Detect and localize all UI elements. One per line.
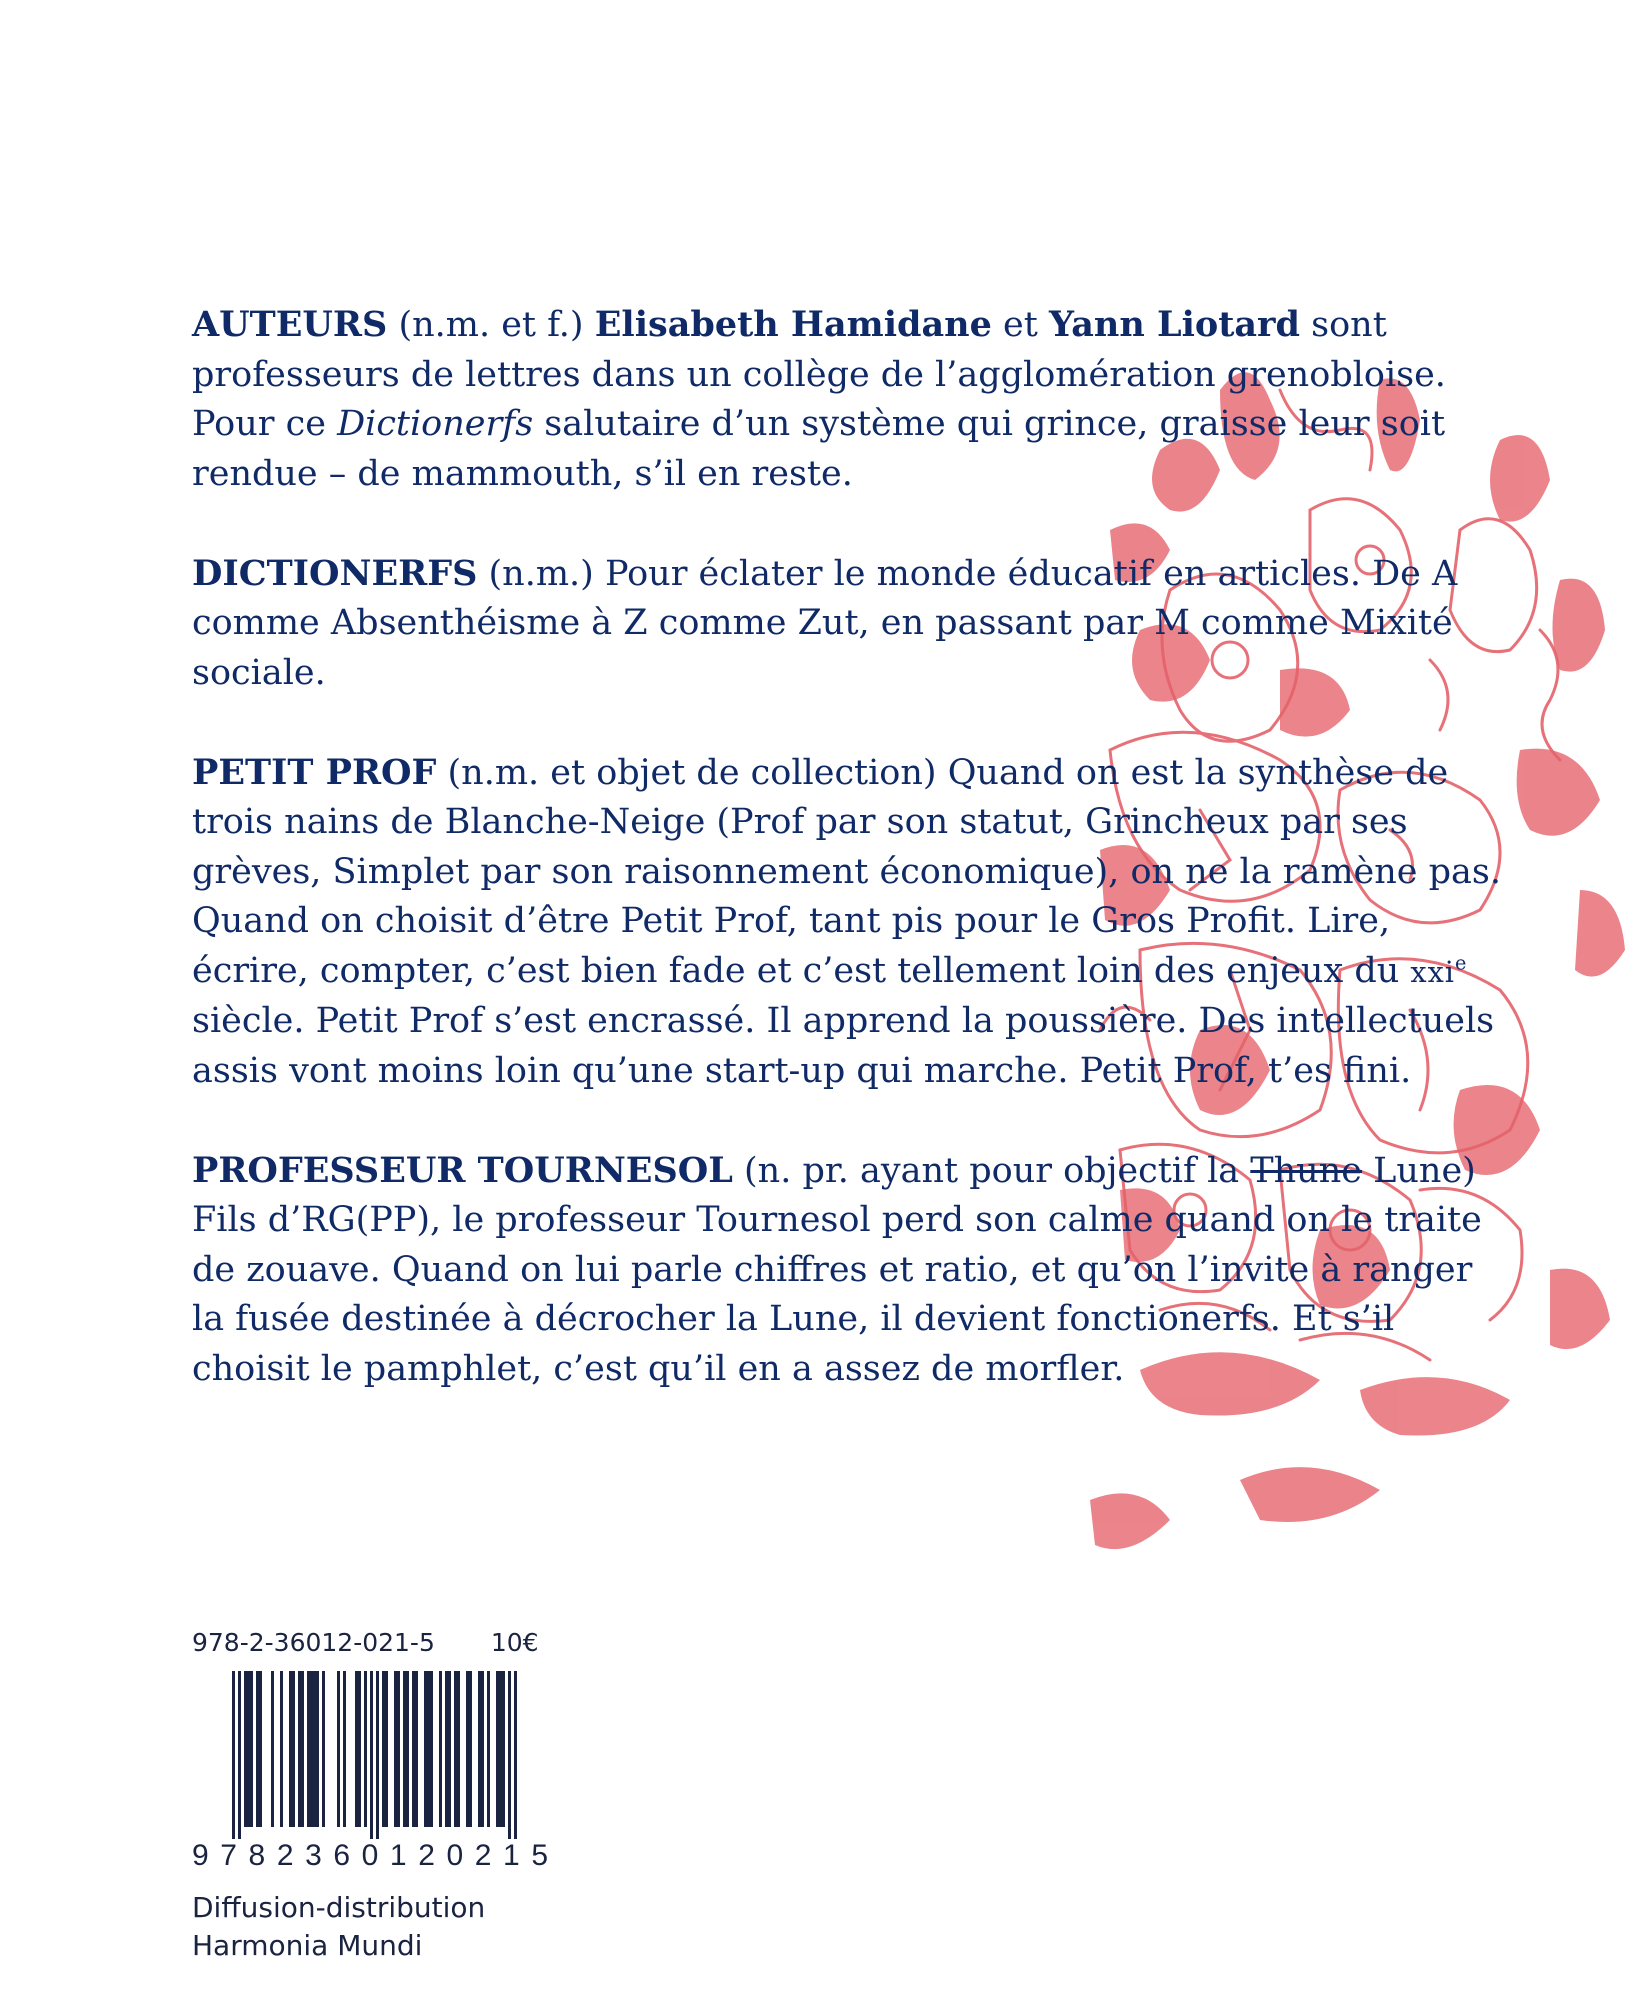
barcode-bar xyxy=(322,1671,325,1827)
century-superscript: e xyxy=(1454,950,1467,974)
entry-grammar: Lune) xyxy=(1373,1150,1476,1191)
author-name: Yann Liotard xyxy=(1048,304,1300,345)
book-title: Dictionerfs xyxy=(337,404,534,444)
entry-grammar: (n. pr. ayant pour objectif la xyxy=(744,1150,1240,1191)
conjunction: et xyxy=(1003,305,1038,345)
entry-dictionerfs xyxy=(192,549,1502,699)
back-matter xyxy=(192,1628,548,1965)
century-numeral: xxi xyxy=(1410,954,1455,989)
barcode-bar xyxy=(343,1671,346,1827)
entry-text: Pour éclater le monde éducatif en articles. De A comme Absenthéisme à Z comme Zut, en passant par M comme Mixité sociale. xyxy=(192,553,1458,693)
barcode-bar xyxy=(430,1671,433,1827)
barcode-bar xyxy=(271,1671,274,1827)
barcode-bar xyxy=(256,1671,259,1827)
barcode-bar xyxy=(313,1671,316,1827)
barcode-bar xyxy=(508,1671,511,1839)
barcode-bar xyxy=(448,1671,451,1827)
entry-professeur-tournesol xyxy=(192,1146,1502,1395)
barcode-bar xyxy=(406,1671,409,1827)
entry-text: Quand on est la synthèse de trois nains de Blanche-Neige (Prof par son statut, Grincheux par ses grèves, Simplet par son raisonnement économique), on ne la ramène pas. xyxy=(192,752,1501,892)
entry-grammar: (n.m. et f.) xyxy=(398,305,584,345)
barcode-bar xyxy=(496,1671,499,1827)
struck-word: Thune xyxy=(1250,1150,1362,1191)
barcode-bar xyxy=(394,1671,397,1827)
barcode-bar xyxy=(424,1671,427,1827)
distribution-info xyxy=(192,1889,548,1965)
barcode-bar xyxy=(466,1671,469,1827)
entry-text: salutaire d’un système qui grince, graisse leur soit rendue – de mammouth, s’il en reste. xyxy=(192,404,1446,494)
barcode-bar xyxy=(454,1671,457,1827)
glossary-entries xyxy=(192,300,1502,1444)
barcode-bar xyxy=(397,1671,400,1827)
entry-grammar: (n.m.) xyxy=(488,553,594,594)
barcode-bar xyxy=(514,1671,517,1839)
entry-term: PETIT PROF xyxy=(192,751,437,793)
barcode-bar xyxy=(298,1671,301,1827)
barcode-bar xyxy=(337,1671,340,1827)
barcode-bar xyxy=(469,1671,472,1827)
barcode-bar xyxy=(370,1671,373,1839)
barcode-bar xyxy=(289,1671,292,1827)
barcode-bar xyxy=(376,1671,379,1839)
barcode-bar xyxy=(301,1671,304,1827)
barcode-bar xyxy=(232,1671,235,1839)
barcode-bar xyxy=(355,1671,358,1827)
isbn: 978-2-36012-021-5 xyxy=(192,1628,435,1657)
barcode-bar xyxy=(487,1671,490,1827)
barcode-bar xyxy=(427,1671,430,1827)
distributor-name: Harmonia Mundi xyxy=(192,1929,423,1962)
barcode-bar xyxy=(439,1671,442,1827)
barcode-bar xyxy=(382,1671,385,1827)
author-name: Elisabeth Hamidane xyxy=(594,304,992,345)
barcode-bar xyxy=(238,1671,241,1839)
barcode-bar xyxy=(280,1671,283,1827)
barcode-bar xyxy=(307,1671,310,1827)
entry-text: Fils d’RG(PP), le professeur Tournesol perd son calme quand on le traite de zouave. Quand on lui parle chiffres et ratio, et qu’on l’invite à ranger la fusée destinée à décrocher la Lune, il devient fonctionerfs. Et s’il choisit le pamphlet, c’est qu’il en a assez de morfler. xyxy=(192,1200,1482,1389)
entry-grammar: (n.m. et objet de collection) xyxy=(447,752,937,793)
barcode-bar xyxy=(499,1671,502,1827)
entry-text: sont professeurs de lettres dans un collège de l’agglomération grenobloise. Pour ce xyxy=(192,305,1446,444)
entry-auteurs xyxy=(192,300,1502,499)
barcode-bar xyxy=(445,1671,448,1827)
entry-petit-prof xyxy=(192,748,1502,1097)
barcode-bar xyxy=(481,1671,484,1827)
barcode-bar xyxy=(502,1671,505,1827)
price: 10€ xyxy=(490,1628,539,1657)
entry-term: AUTEURS xyxy=(192,304,388,345)
barcode-bar xyxy=(247,1671,250,1827)
barcode-bar xyxy=(457,1671,460,1827)
barcode-bar xyxy=(415,1671,418,1827)
barcode-bar xyxy=(316,1671,319,1827)
entry-text: siècle. Petit Prof s’est encrassé. Il apprend la poussière. Des intellectuels assis vont moins loin qu’une start-up qui marche. Petit Prof, t’es fini. xyxy=(192,1001,1495,1091)
barcode-bar xyxy=(358,1671,361,1827)
barcode-bar xyxy=(364,1671,367,1827)
barcode-bar xyxy=(244,1671,247,1827)
isbn-price-line xyxy=(192,1628,548,1657)
barcode-bar xyxy=(478,1671,481,1827)
barcode xyxy=(192,1671,548,1871)
barcode-bar xyxy=(250,1671,253,1827)
barcode-bar xyxy=(385,1671,388,1827)
barcode-bar xyxy=(259,1671,262,1827)
entry-term: DICTIONERFS xyxy=(192,552,478,594)
entry-term: PROFESSEUR TOURNESOL xyxy=(192,1149,733,1191)
barcode-bar xyxy=(412,1671,415,1827)
barcode-bar xyxy=(403,1671,406,1827)
distribution-line: Diffusion-distribution xyxy=(192,1891,486,1924)
barcode-bar xyxy=(310,1671,313,1827)
entry-text: Quand on choisit d’être Petit Prof, tant pis pour le Gros Profit. Lire, écrire, compter, c’est bien fade et c’est tellement loin des enjeux du xyxy=(192,901,1400,991)
barcode-bar xyxy=(292,1671,295,1827)
barcode-digits: 9782360120215 xyxy=(192,1839,548,1871)
